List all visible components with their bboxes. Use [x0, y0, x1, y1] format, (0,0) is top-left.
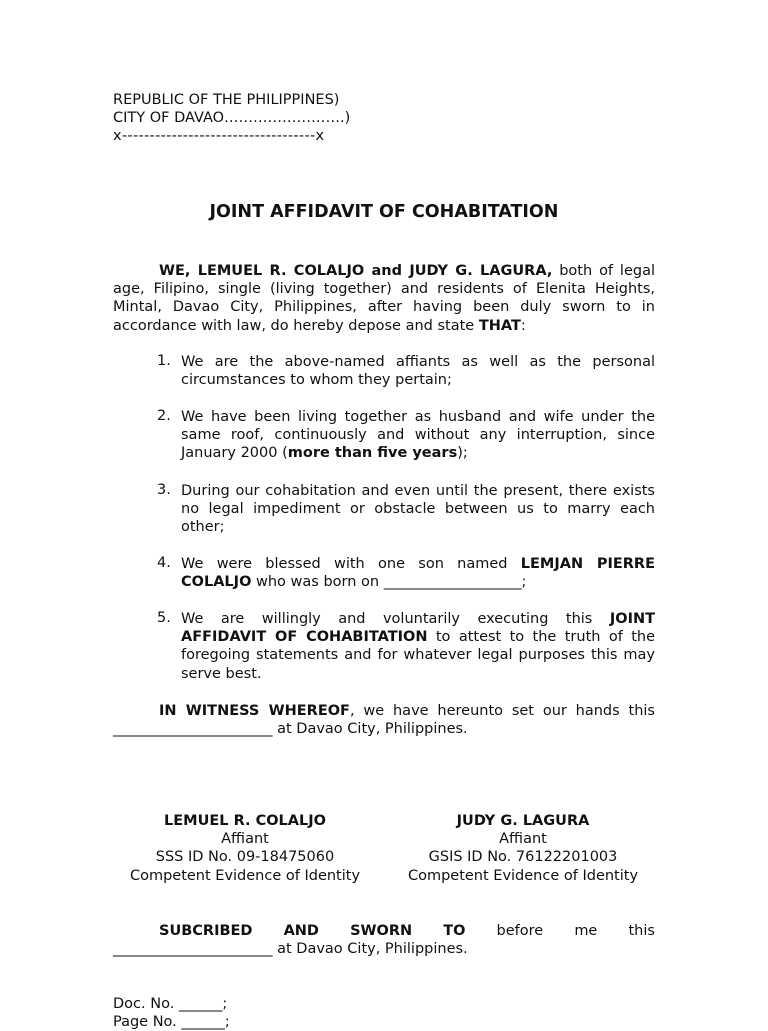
affiant-name: JUDY G. LAGURA: [456, 813, 590, 829]
item-text-post: );: [457, 445, 468, 462]
witness-line-1: [113, 702, 655, 720]
intro-paragraph: [113, 262, 655, 335]
item-text-bold: more than five years: [287, 445, 458, 462]
jurat-word: SUBCRIBED: [159, 923, 253, 939]
affiant-evidence: Competent Evidence of Identity: [407, 867, 639, 884]
item-text-post: who was born on ___________________;: [251, 574, 527, 591]
item-text: [181, 555, 655, 591]
jurat-line-1: [159, 922, 655, 940]
caption-block: [113, 91, 350, 146]
intro-colon: :: [520, 317, 526, 334]
jurat-word: SWORN: [350, 923, 413, 939]
affiant-name: LEMUEL R. COLALJO: [164, 813, 326, 829]
witness-lead: IN WITNESS WHEREOF: [159, 703, 350, 719]
item-text: [181, 408, 655, 463]
page-number: Page No. ______;: [113, 1014, 230, 1030]
item-text-pre: We are willingly and voluntarily executing this: [181, 611, 610, 627]
item-text-bold: LEMJAN PIERRE COLALJO: [181, 556, 655, 591]
item-text-pre: We have been living together as husband and wife under the same roof, continuously and without any interruption, since January 2000 (: [181, 409, 655, 462]
affiant-evidence: Competent Evidence of Identity: [129, 867, 361, 884]
affiant-role: Affiant: [499, 831, 547, 848]
caption-republic: REPUBLIC OF THE PHILIPPINES): [113, 92, 340, 108]
affiant-id: SSS ID No. 09-18475060: [155, 849, 335, 866]
jurat-line-2: ______________________ at Davao City, Philippines.: [113, 941, 468, 957]
document-title: JOINT AFFIDAVIT OF COHABITATION: [209, 202, 559, 222]
item-text-pre: We were blessed with one son named: [181, 556, 521, 572]
item-number: 5.: [157, 610, 171, 626]
affiant-role: Affiant: [221, 831, 269, 848]
caption-divider: x-----------------------------------x: [113, 128, 325, 145]
jurat-word: this: [628, 923, 655, 939]
witness-line-2: ______________________ at Davao City, Philippines.: [113, 721, 468, 737]
statement-item-2: [157, 408, 655, 463]
jurat-word: AND: [283, 923, 319, 939]
statement-item-1: [157, 353, 655, 389]
affiant-names: WE, LEMUEL R. COLALJO and JUDY G. LAGURA,: [159, 263, 553, 279]
witness-text: , we have hereunto set our hands this: [349, 703, 655, 719]
statement-item-5: [157, 610, 655, 683]
item-text: During our cohabitation and even until the present, there exists no legal impediment or obstacle between us to marry each other;: [181, 483, 655, 536]
doc-number: Doc. No. ______;: [113, 996, 228, 1012]
item-number: 2.: [157, 408, 171, 424]
affiant-block-2: [383, 812, 663, 885]
jurat-word: me: [574, 923, 598, 939]
intro-text: both of legal age, Filipino, single (living together) and residents of Elenita Heights, Mintal, Davao City, Philippines, after having been duly sworn to in accordance with law, do hereby depose and state: [113, 263, 655, 334]
statement-item-4: [157, 555, 655, 591]
item-number: 1.: [157, 353, 171, 369]
caption-city: CITY OF DAVAO…………………….): [113, 110, 351, 127]
jurat-word: TO: [443, 923, 466, 939]
item-text-bold: JOINT AFFIDAVIT OF COHABITATION: [181, 611, 655, 646]
item-text-post: to attest to the truth of the foregoing statements and for whatever legal purposes this may serve best.: [181, 629, 656, 682]
intro-that: THAT: [478, 317, 521, 334]
statement-item-3: [157, 482, 655, 537]
item-text: [181, 610, 655, 683]
item-number: 3.: [157, 482, 171, 498]
jurat-word: before: [496, 923, 544, 939]
item-number: 4.: [157, 555, 171, 571]
item-text: We are the above-named affiants as well as the personal circumstances to whom they pertain;: [181, 354, 655, 389]
affiant-block-1: [105, 812, 385, 885]
affiant-id: GSIS ID No. 76122201003: [428, 849, 618, 866]
